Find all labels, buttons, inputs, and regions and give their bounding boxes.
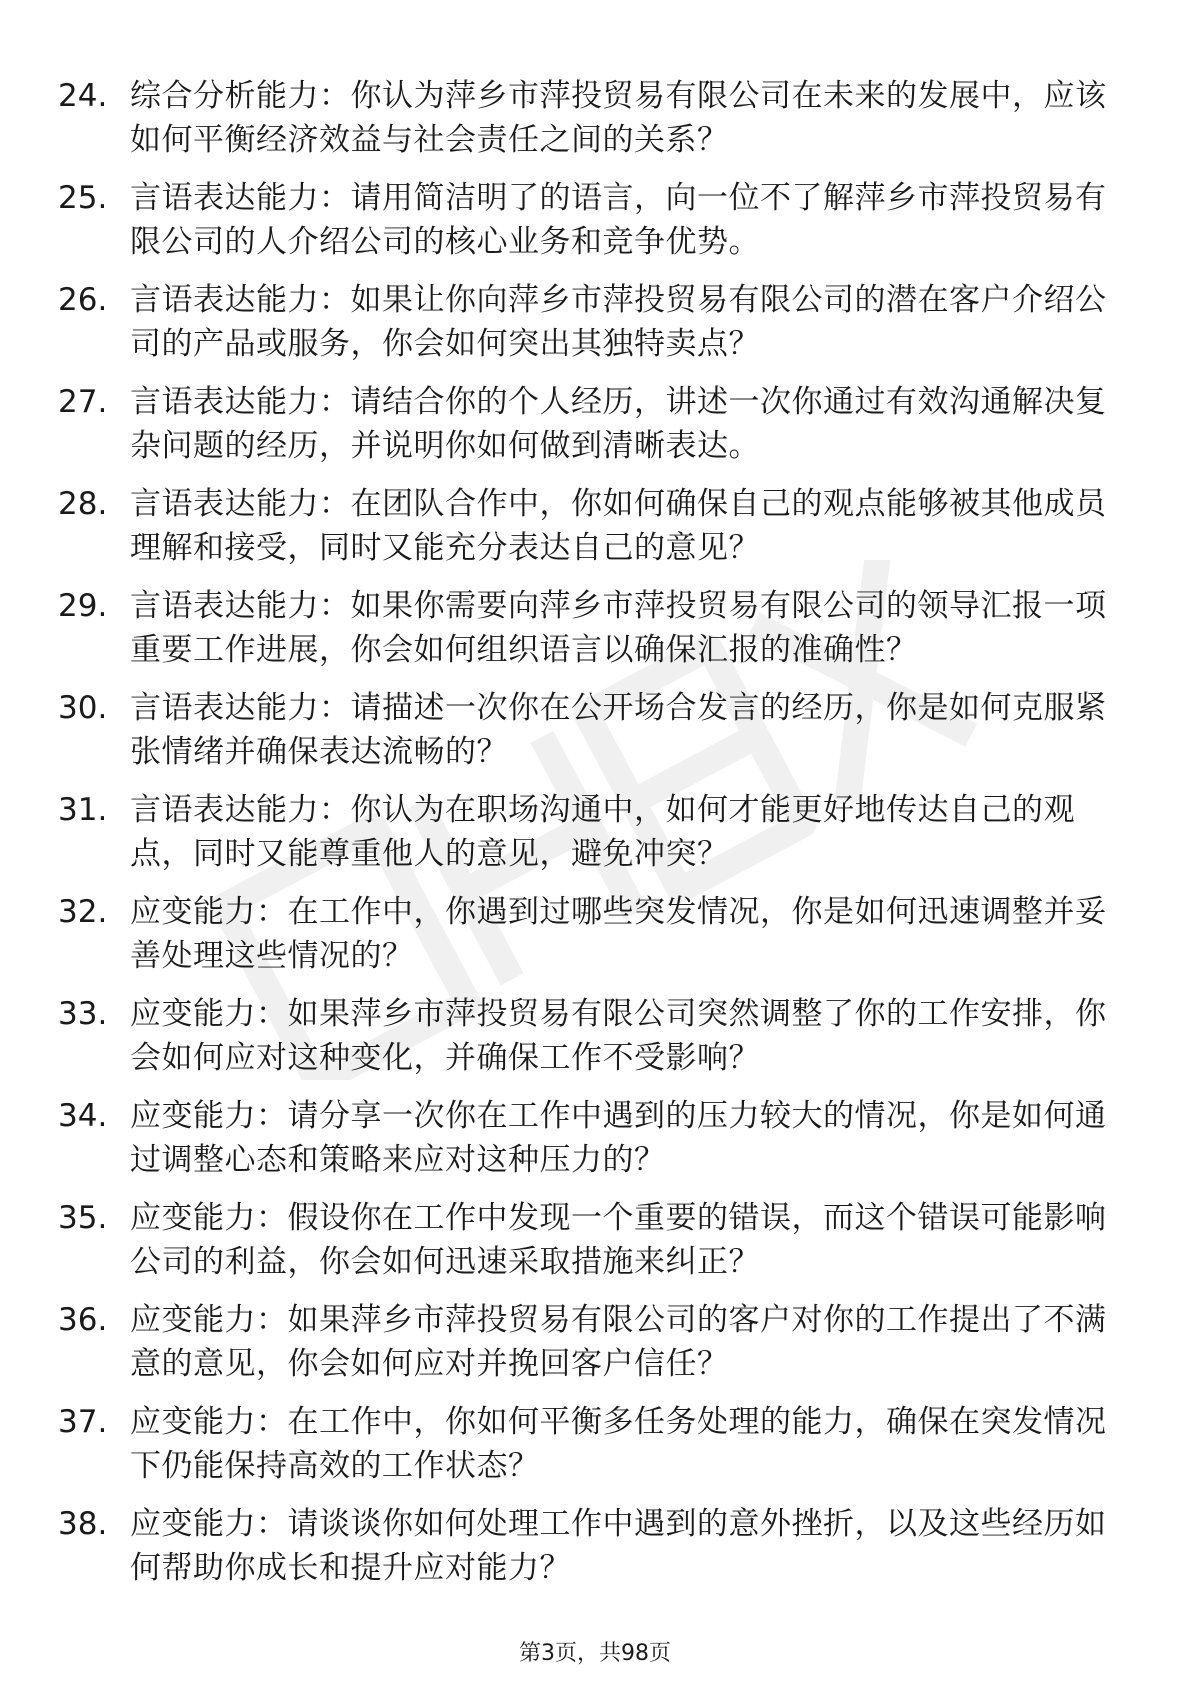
- question-list: [58, 74, 1118, 1604]
- question-text: 言语表达能力：请描述一次你在公开场合发言的经历，你是如何克服紧张情绪并确保表达流畅的？: [130, 690, 1107, 770]
- question-number: 28.: [58, 486, 108, 522]
- question-number: 31.: [58, 792, 108, 828]
- question-text: 言语表达能力：在团队合作中，你如何确保自己的观点能够被其他成员理解和接受，同时又能充分表达自己的意见？: [130, 486, 1107, 566]
- question-number: 34.: [58, 1098, 108, 1134]
- question-number: 25.: [58, 180, 108, 216]
- question-item: [58, 1298, 1118, 1400]
- page-number-label: 第3页，共98页: [519, 1641, 671, 1666]
- question-item: [58, 890, 1118, 992]
- question-text: 应变能力：请分享一次你在工作中遇到的压力较大的情况，你是如何通过调整心态和策略来应对这种压力的？: [130, 1098, 1107, 1178]
- question-number: 29.: [58, 588, 108, 624]
- question-item: [58, 1502, 1118, 1604]
- question-text: 综合分析能力：你认为萍乡市萍投贸易有限公司在未来的发展中，应该如何平衡经济效益与社会责任之间的关系？: [130, 78, 1107, 158]
- question-item: [58, 686, 1118, 788]
- question-number: 30.: [58, 690, 108, 726]
- question-text: 言语表达能力：如果你需要向萍乡市萍投贸易有限公司的领导汇报一项重要工作进展，你会如何组织语言以确保汇报的准确性？: [130, 588, 1107, 668]
- question-number: 35.: [58, 1200, 108, 1236]
- question-item: [58, 1400, 1118, 1502]
- question-item: [58, 482, 1118, 584]
- question-text: 言语表达能力：你认为在职场沟通中，如何才能更好地传达自己的观点，同时又能尊重他人的意见，避免冲突？: [130, 792, 1075, 872]
- page-footer: [0, 1636, 1190, 1667]
- question-item: [58, 1094, 1118, 1196]
- question-number: 26.: [58, 282, 108, 318]
- question-text: 言语表达能力：请结合你的个人经历，讲述一次你通过有效沟通解决复杂问题的经历，并说明你如何做到清晰表达。: [130, 384, 1107, 464]
- question-number: 37.: [58, 1404, 108, 1440]
- question-item: [58, 74, 1118, 176]
- question-item: [58, 1196, 1118, 1298]
- question-text: 言语表达能力：请用简洁明了的语言，向一位不了解萍乡市萍投贸易有限公司的人介绍公司的核心业务和竞争优势。: [130, 180, 1107, 260]
- question-number: 38.: [58, 1506, 108, 1542]
- question-text: 应变能力：如果萍乡市萍投贸易有限公司的客户对你的工作提出了不满意的意见，你会如何应对并挽回客户信任？: [130, 1302, 1107, 1382]
- question-item: [58, 992, 1118, 1094]
- question-text: 应变能力：在工作中，你遇到过哪些突发情况，你是如何迅速调整并妥善处理这些情况的？: [130, 894, 1107, 974]
- question-text: 言语表达能力：如果让你向萍乡市萍投贸易有限公司的潜在客户介绍公司的产品或服务，你会如何突出其独特卖点？: [130, 282, 1107, 362]
- question-text: 应变能力：请谈谈你如何处理工作中遇到的意外挫折，以及这些经历如何帮助你成长和提升应对能力？: [130, 1506, 1107, 1586]
- question-number: 36.: [58, 1302, 108, 1338]
- question-number: 33.: [58, 996, 108, 1032]
- question-text: 应变能力：假设你在工作中发现一个重要的错误，而这个错误可能影响公司的利益，你会如何迅速采取措施来纠正？: [130, 1200, 1107, 1280]
- question-item: [58, 380, 1118, 482]
- question-text: 应变能力：如果萍乡市萍投贸易有限公司突然调整了你的工作安排，你会如何应对这种变化，并确保工作不受影响？: [130, 996, 1107, 1076]
- question-item: [58, 176, 1118, 278]
- question-text: 应变能力：在工作中，你如何平衡多任务处理的能力，确保在突发情况下仍能保持高效的工作状态？: [130, 1404, 1107, 1484]
- question-item: [58, 278, 1118, 380]
- question-item: [58, 788, 1118, 890]
- question-number: 27.: [58, 384, 108, 420]
- question-item: [58, 584, 1118, 686]
- question-number: 32.: [58, 894, 108, 930]
- question-number: 24.: [58, 78, 108, 114]
